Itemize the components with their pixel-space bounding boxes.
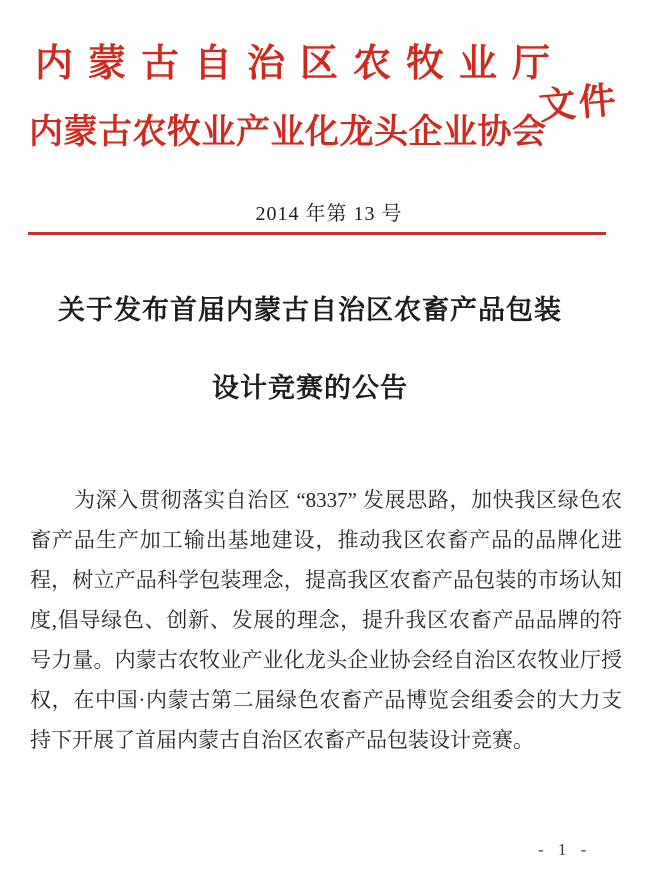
body-line-2: 畜产品生产加工输出基地建设，推动我区农畜产品的品牌化进 — [30, 528, 622, 552]
body-line-6: 权，在中国·内蒙古第二届绿色农畜产品博览会组委会的大力支 — [30, 688, 622, 712]
body-line-7: 持下开展了首届内蒙古自治区农畜产品包装设计竞赛。 — [30, 728, 534, 752]
body-paragraph — [30, 480, 622, 760]
body-line-3: 程，树立产品科学包装理念，提高我区农畜产品包装的市场认知 — [30, 568, 622, 592]
letterhead-org-line1: 内蒙古自治区农牧业厅 — [35, 43, 566, 85]
document-title-line1: 关于发布首届内蒙古自治区农畜产品包装 — [58, 295, 562, 325]
letterhead-doc-type-label: 文件 — [537, 80, 621, 129]
body-line-5: 号力量。内蒙古农牧业产业化龙头企业协会经自治区农牧业厅授 — [30, 648, 622, 672]
letterhead-org-line2: 内蒙古农牧业产业化龙头企业协会 — [29, 114, 547, 151]
document-title-line2: 设计竞赛的公告 — [212, 373, 408, 403]
body-line-1: 为深入贯彻落实自治区 “8337” 发展思路，加快我区绿色农 — [74, 488, 622, 512]
body-line-4: 度,倡导绿色、创新、发展的理念，提升我区农畜产品品牌的符 — [30, 608, 622, 632]
red-separator-line — [28, 232, 606, 235]
doc-number: 2014 年第 13 号 — [255, 203, 403, 225]
page-number: - 1 - — [538, 840, 592, 859]
